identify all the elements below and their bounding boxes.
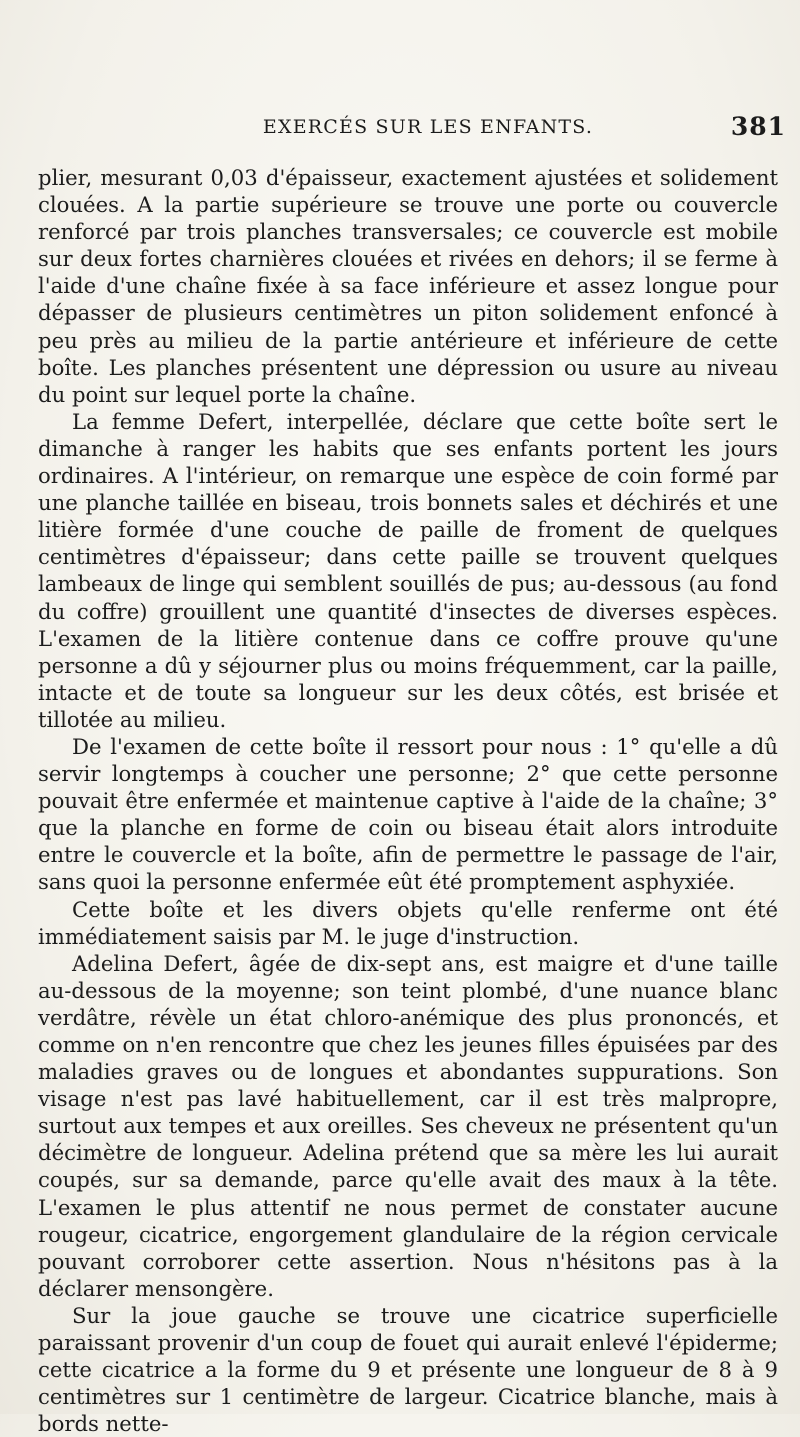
paragraph-continued: plier, mesurant 0,03 d'épaisseur, exactement ajustées et solidement clouées. A la partie supérieure se trouve une porte ou couvercle renforcé par trois planches transversales; ce couvercle est mobile sur deux fortes charnières clouées et rivées en dehors; il se ferme à l'aide d'une chaîne fixée à sa face inférieure et assez longue pour dépasser de plusieurs centimètres un piton solidement enfoncé à peu près au milieu de la partie antérieure et inférieure de cette boîte. Les planches présentent une dépression ou usure au niveau du point sur lequel porte la chaîne. — [38, 165, 778, 407]
paragraph-seizure: Cette boîte et les divers objets qu'elle renferme ont été immédiatement saisis par M. le juge d'instruction. — [38, 896, 778, 949]
book-page — [38, 100, 786, 1437]
paragraph-defert-statement: La femme Defert, interpellée, déclare que cette boîte sert le dimanche à ranger les habits que ses enfants portent les jours ordinaires. A l'intérieur, on remarque une espèce de coin formé par une planche taillée en biseau, trois bonnets sales et déchirés et une litière formée d'une couche de paille de froment de quelques centimètres d'épaisseur; dans cette paille se trouvent quelques lambeaux de linge qui semblent souillés de pus; au-dessous (au fond du coffre) grouillent une quantité d'insectes de diverses espèces. L'examen de la litière contenue dans ce coffre prouve qu'une personne a dû y séjourner plus ou moins fréquemment, car la paille, intacte et de toute sa longueur sur les deux côtés, est brisée et tillotée au milieu. — [38, 408, 778, 732]
running-header — [38, 100, 786, 144]
paragraph-box-examination: De l'examen de cette boîte il ressort pour nous : 1° qu'elle a dû servir longtemps à coucher une personne; 2° que cette personne pouvait être enfermée et maintenue captive à l'aide de la chaîne; 3° que la planche en forme de coin ou biseau était alors introduite entre le couvercle et la boîte, afin de permettre le passage de l'air, sans quoi la personne enfermée eût été promptement asphyxiée. — [38, 733, 778, 895]
paragraph-adelina-description: Adelina Defert, âgée de dix-sept ans, est maigre et d'une taille au-dessous de la moyenne; son teint plombé, d'une nuance blanc verdâtre, révèle un état chloro-anémique des plus prononcés, et comme on n'en rencontre que chez les jeunes filles épuisées par des maladies graves ou de longues et abondantes suppurations. Son visage n'est pas lavé habituellement, car il est très malpropre, surtout aux tempes et aux oreilles. Ses cheveux ne présentent qu'un décimètre de longueur. Adelina prétend que sa mère les lui aurait coupés, sur sa demande, parce qu'elle avait des maux à la tête. L'examen le plus attentif ne nous permet de constater aucune rougeur, cicatrice, engorgement glandulaire de la région cervicale pouvant corroborer cette assertion. Nous n'hésitons pas à la déclarer mensongère. — [38, 950, 778, 1301]
body-text — [38, 164, 778, 1437]
page-number: 381 — [730, 112, 786, 141]
paragraph-cheek-scar: Sur la joue gauche se trouve une cicatrice superficielle paraissant provenir d'un coup de fouet qui aurait enlevé l'épiderme; cette cicatrice a la forme du 9 et présente une longueur de 8 à 9 centimètres sur 1 centimètre de largeur. Cicatrice blanche, mais à bords nette- — [38, 1302, 778, 1437]
running-title: EXERCÉS SUR LES ENFANTS. — [262, 116, 594, 138]
